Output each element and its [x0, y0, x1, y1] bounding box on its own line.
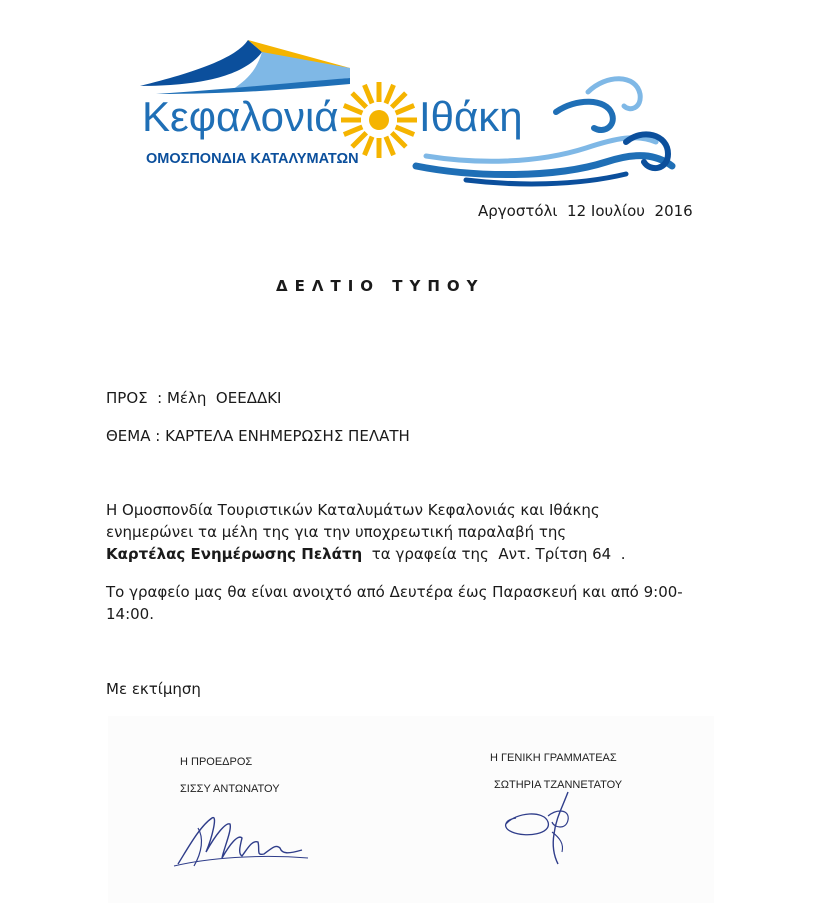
federation-logo [136, 38, 682, 188]
logo-name-right: Ιθάκη [419, 93, 523, 140]
right-signatory-name: ΣΩΤΗΡΙΑ ΤΖΑΝΝΕΤΑΤΟΥ [494, 779, 623, 791]
closing-line: Με εκτίμηση [106, 680, 201, 698]
body-bold-phrase: Καρτέλας Ενημέρωσης Πελάτη [106, 545, 363, 563]
left-signature-scribble [168, 808, 318, 874]
body-line-3-rest: τα γραφεία της Αντ. Τρίτση 64 . [362, 545, 626, 563]
sun-graphic [341, 82, 417, 158]
sail-graphic [140, 40, 350, 94]
body-paragraph-2: Το γραφείο μας θα είναι ανοιχτό από Δευτέρα έως Παρασκευή και από 9:00-14:00. [106, 583, 683, 623]
logo-subtitle: ΟΜΟΣΠΟΝΔΙΑ ΚΑΤΑΛΥΜΑΤΩΝ [146, 151, 359, 167]
recipient-line: ΠΡΟΣ : Μέλη ΟΕΕΔΔΚΙ [106, 389, 282, 407]
signature-block [108, 716, 714, 903]
right-signature-scribble [496, 788, 586, 868]
document-title: ΔΕΛΤΙΟ ΤΥΠΟΥ [276, 277, 485, 295]
body-line-2: ενημερώνει τα μέλη της για την υποχρεωτική παραλαβή της [106, 523, 567, 541]
body-paragraph-1 [106, 499, 706, 565]
logo-name-left: Κεφαλονιά [142, 93, 339, 140]
subject-line: ΘΕΜΑ : ΚΑΡΤΕΛΑ ΕΝΗΜΕΡΩΣΗΣ ΠΕΛΑΤΗ [106, 427, 410, 445]
body-line-3 [106, 543, 706, 565]
body-line-1: Η Ομοσπονδία Τουριστικών Καταλυμάτων Κεφαλονιάς και Ιθάκης [106, 501, 600, 519]
left-signatory-name: ΣΙΣΣΥ ΑΝΤΩΝΑΤΟΥ [180, 783, 280, 795]
document-date: Αργοστόλι 12 Ιουλίου 2016 [478, 202, 693, 220]
left-signatory-role: Η ΠΡΟΕΔΡΟΣ [180, 756, 253, 768]
right-signatory-role: Η ΓΕΝΙΚΗ ΓΡΑΜΜΑΤΕΑΣ [490, 752, 617, 764]
